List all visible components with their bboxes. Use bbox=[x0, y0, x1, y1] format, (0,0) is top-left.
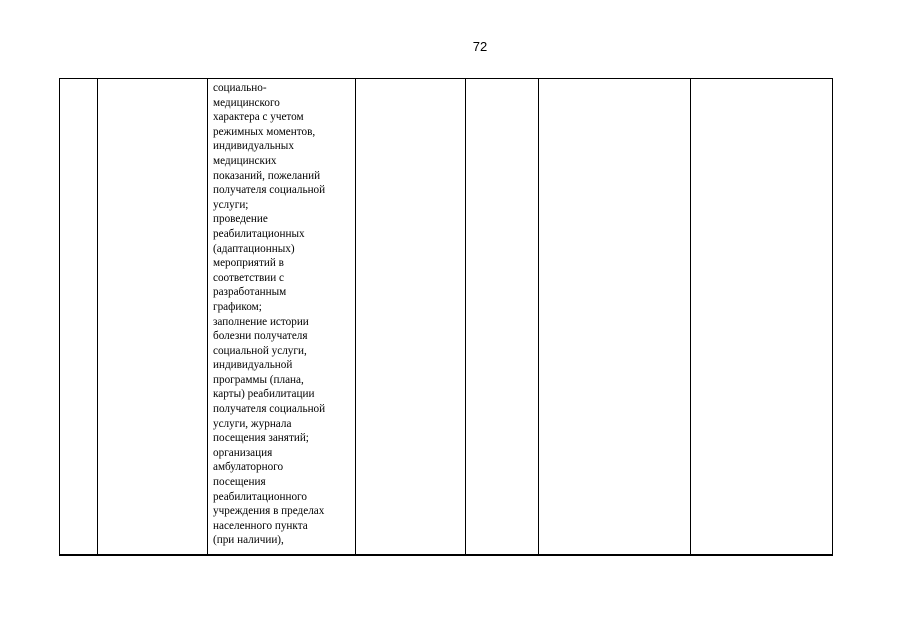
table-cell-4 bbox=[356, 79, 466, 556]
table-cell-5 bbox=[466, 79, 539, 556]
text-line: заполнение истории bbox=[213, 315, 309, 328]
text-line: посещения bbox=[213, 476, 266, 489]
text-line: мероприятий в bbox=[213, 257, 284, 270]
text-line: организация bbox=[213, 446, 273, 459]
text-line: режимных моментов, bbox=[213, 125, 316, 138]
text-line: характера с учетом bbox=[213, 111, 304, 124]
table-cell-2 bbox=[98, 79, 208, 556]
text-line: посещения занятий; bbox=[213, 432, 309, 445]
text-line: (адаптационных) bbox=[213, 242, 295, 255]
page-number: 72 bbox=[472, 39, 488, 54]
text-line: услуги, журнала bbox=[213, 417, 292, 430]
text-line: населенного пункта bbox=[213, 519, 308, 532]
text-line: реабилитационного bbox=[213, 490, 307, 503]
text-line: получателя социальной bbox=[213, 403, 326, 416]
text-line: карты) реабилитации bbox=[213, 388, 315, 401]
text-line: медицинского bbox=[213, 96, 280, 109]
text-line: проведение bbox=[213, 213, 268, 226]
text-line: амбулаторного bbox=[213, 461, 284, 474]
text-line: социальной услуги, bbox=[213, 344, 307, 357]
table-cell-7 bbox=[691, 79, 833, 556]
text-line: индивидуальных bbox=[213, 140, 294, 153]
text-line: показаний, пожеланий bbox=[213, 169, 321, 182]
text-line: услуги; bbox=[213, 198, 249, 211]
text-line: (при наличии), bbox=[213, 534, 284, 547]
text-line: соответствии с bbox=[213, 271, 284, 284]
text-line: медицинских bbox=[213, 154, 277, 167]
service-table bbox=[59, 78, 833, 556]
table-row bbox=[60, 79, 833, 556]
text-line: индивидуальной bbox=[213, 359, 293, 372]
table-cell-1 bbox=[60, 79, 98, 556]
text-line: реабилитационных bbox=[213, 227, 305, 240]
text-line: графиком; bbox=[213, 300, 262, 313]
text-line: получателя социальной bbox=[213, 184, 326, 197]
text-line: социально- bbox=[213, 82, 267, 94]
service-description bbox=[208, 79, 355, 548]
text-line: разработанным bbox=[213, 286, 287, 299]
text-line: программы (плана, bbox=[213, 373, 304, 386]
table-cell-3 bbox=[208, 79, 356, 556]
text-line: болезни получателя bbox=[213, 330, 308, 343]
text-line: учреждения в пределах bbox=[213, 505, 325, 518]
table-cell-6 bbox=[539, 79, 691, 556]
